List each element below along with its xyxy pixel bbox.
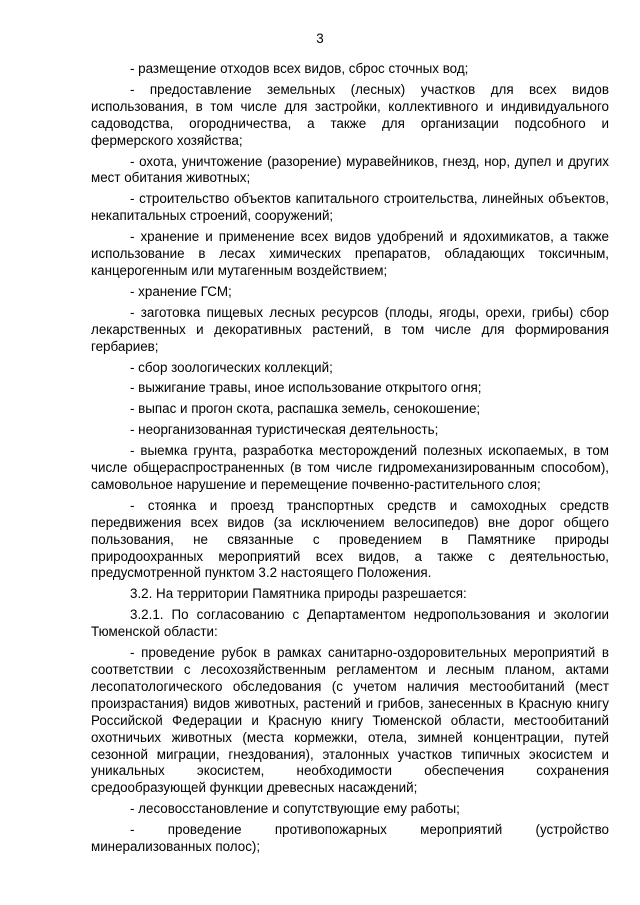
prohibition-chemicals: - хранение и применение всех видов удобрений и ядохимикатов, а также использование в лесах химических препаратов, обладающих токсичным, канцерогенным или мутагенным воздействием; — [91, 229, 609, 278]
prohibition-burning: - выжигание травы, иное использование открытого огня; — [130, 380, 482, 396]
prohibition-hunting: - охота, уничтожение (разорение) муравейников, гнезд, нор, дупел и других мест обитания животных; — [91, 153, 609, 186]
prohibition-tourism: - неорганизованная туристическая деятельность; — [130, 422, 439, 438]
prohibition-vehicles: - стоянка и проезд транспортных средств и самоходных средств передвижения всех видов (за исключением велосипедов) вне дорог общего пользования, не связанные с проведением в Памятнике природы природоохранных мероприятий всех видов, а также с деятельностью, предусмотренной пунктом 3.2 настоящего Положения. — [91, 497, 609, 581]
prohibition-fuel-storage: - хранение ГСМ; — [130, 283, 232, 299]
document-body — [91, 61, 609, 860]
prohibition-construction: - строительство объектов капитального строительства, линейных объектов, некапитальных строений, сооружений; — [91, 191, 609, 224]
allowed-reforestation: - лесовосстановление и сопутствующие ему работы; — [130, 801, 460, 817]
prohibition-zoological-collections: - сбор зоологических коллекций; — [130, 359, 333, 375]
page-number: 3 — [316, 31, 324, 46]
section-3-2-heading: 3.2. На территории Памятника природы разрешается: — [130, 586, 467, 602]
allowed-fire-prevention: - проведение противопожарных мероприятий (устройство минерализованных полос); — [91, 822, 609, 855]
prohibition-grazing: - выпас и прогон скота, распашка земель, сенокошение; — [130, 401, 481, 417]
prohibition-land-allocation: - предоставление земельных (лесных) участков для всех видов использования, в том числе для застройки, коллективного и индивидуального садоводства, огородничества, а также для организации подсобного и фермерского хозяйства; — [91, 81, 609, 148]
prohibition-excavation: - выемка грунта, разработка месторождений полезных ископаемых, в том числе общераспространенных (в том числе гидромеханизированным способом), самовольное нарушение и перемещение почвенно-растительного слоя; — [91, 443, 609, 492]
prohibition-food-harvesting: - заготовка пищевых лесных ресурсов (плоды, ягоды, орехи, грибы) сбор лекарственных и декоративных растений, в том числе для формирования гербариев; — [91, 304, 609, 354]
allowed-sanitary-felling: - проведение рубок в рамках санитарно-оздоровительных мероприятий в соответствии с лесохозяйственным регламентом и лесным планом, актами лесопатологического обследования (с учетом наличия местообитаний (мест произрастания) видов животных, растений и грибов, занесенных в Красную книгу Российской Федерации и Красную книгу Тюменской области, местообитаний охотничьих животных (места кормежки, отела, зимней концентрации, путей сезонной миграции, гнездования), эталонных участков типичных экосистем и уникальных экосистем, необходимости обеспечения сохранения средообразующей функции древесных насаждений; — [91, 645, 609, 796]
section-3-2-1-heading: 3.2.1. По согласованию с Департаментом недропользования и экологии Тюменской области: — [91, 607, 609, 640]
prohibition-waste-disposal: - размещение отходов всех видов, сброс сточных вод; — [130, 61, 469, 76]
